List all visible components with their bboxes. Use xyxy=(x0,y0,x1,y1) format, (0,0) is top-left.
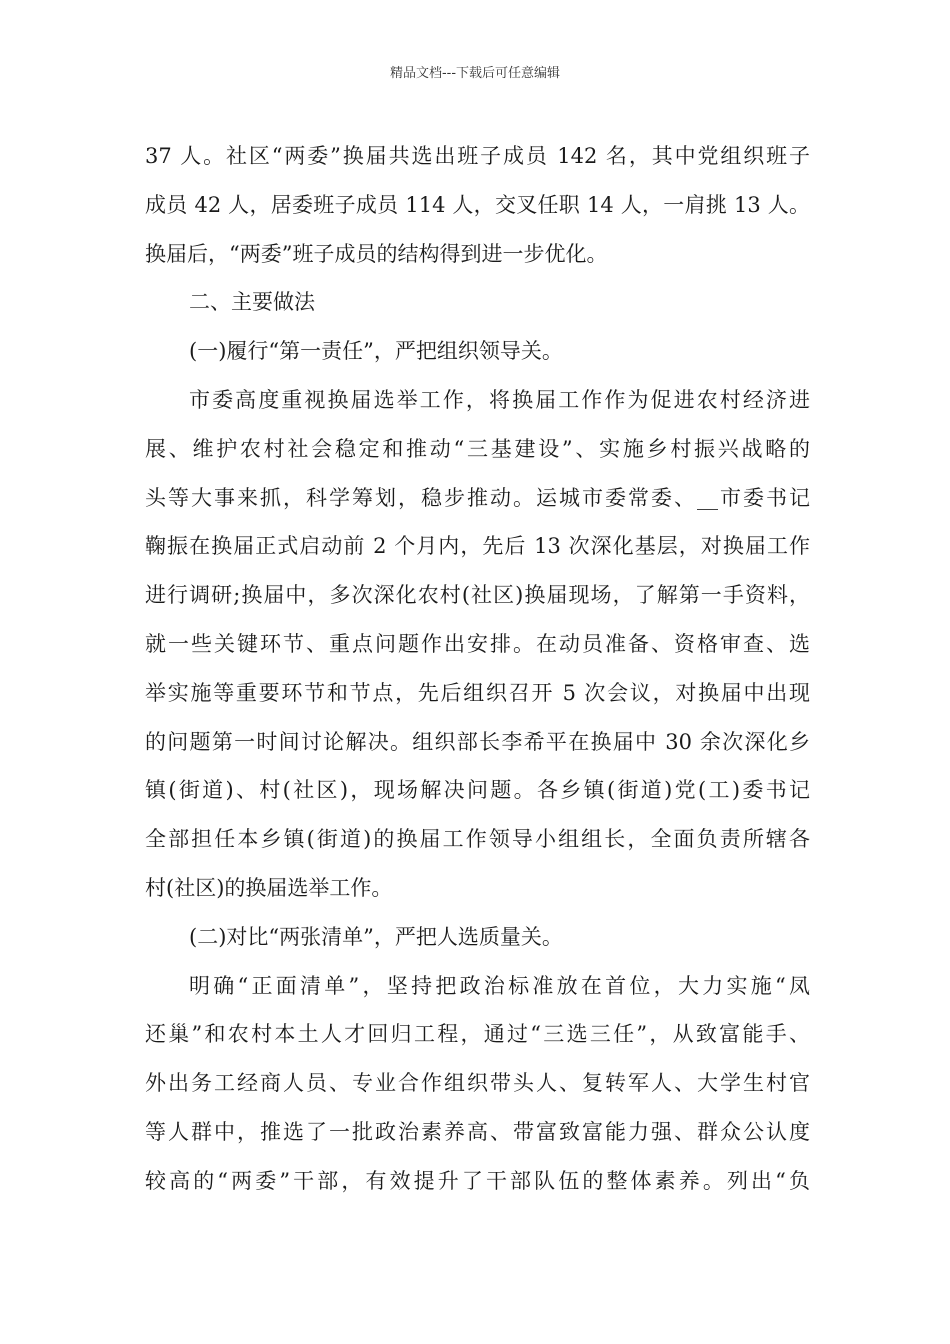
text-line: 鞠振在换届正式启动前 2 个月内，先后 13 次深化基层，对换届工作 xyxy=(145,534,810,559)
text-line: 市委高度重视换届选举工作，将换届工作作为促进农村经济进 xyxy=(189,387,810,412)
text-line: 展、维护农村社会稳定和推动“三基建设”、实施乡村振兴战略的 xyxy=(145,436,810,461)
text-line: 明确“正面清单”，坚持把政治标准放在首位，大力实施“凤 xyxy=(189,973,810,998)
text-line: 换届后，“两委”班子成员的结构得到进一步优化。 xyxy=(145,241,608,266)
text-line: 村(社区)的换届选举工作。 xyxy=(145,875,393,900)
text-line: 全部担任本乡镇(街道)的换届工作领导小组组长，全面负责所辖各 xyxy=(145,827,810,852)
text-line: 较高的“两委”干部，有效提升了干部队伍的整体素养。列出“负 xyxy=(145,1168,810,1193)
text-line: 举实施等重要环节和节点，先后组织召开 5 次会议，对换届中出现 xyxy=(145,680,810,705)
text-line: 成员 42 人，居委班子成员 114 人，交叉任职 14 人，一肩挑 13 人。 xyxy=(145,192,810,217)
text-line: 外出务工经商人员、专业合作组织带头人、复转军人、大学生村官 xyxy=(145,1071,810,1096)
text-line: 的问题第一时间讨论解决。组织部长李希平在换届中 30 余次深化乡 xyxy=(145,729,810,754)
text-line: 镇(街道)、村(社区)，现场解决问题。各乡镇(街道)党(工)委书记 xyxy=(145,778,810,803)
text-line: 37 人。社区“两委”换届共选出班子成员 142 名，其中党组织班子 xyxy=(145,144,810,168)
section-heading: 二、主要做法 xyxy=(189,290,315,315)
text-line: 还巢”和农村本土人才回归工程，通过“三选三任”，从致富能手、 xyxy=(145,1022,810,1047)
subsection-heading: (二)对比“两张清单”，严把人选质量关。 xyxy=(189,924,563,949)
text-line: 进行调研;换届中，多次深化农村(社区)换届现场，了解第一手资料， xyxy=(145,583,810,608)
subsection-heading: (一)履行“第一责任”，严把组织领导关。 xyxy=(189,339,563,364)
text-line: 等人群中，推选了一批政治素养高、带富致富能力强、群众公认度 xyxy=(145,1119,810,1144)
text-line: 头等大事来抓，科学筹划，稳步推动。运城市委常委、__市委书记 xyxy=(145,485,810,510)
document-body xyxy=(145,132,810,1206)
page-header: 精品文档---下载后可任意编辑 xyxy=(389,66,561,81)
text-line: 就一些关键环节、重点问题作出安排。在动员准备、资格审查、选 xyxy=(145,631,810,656)
